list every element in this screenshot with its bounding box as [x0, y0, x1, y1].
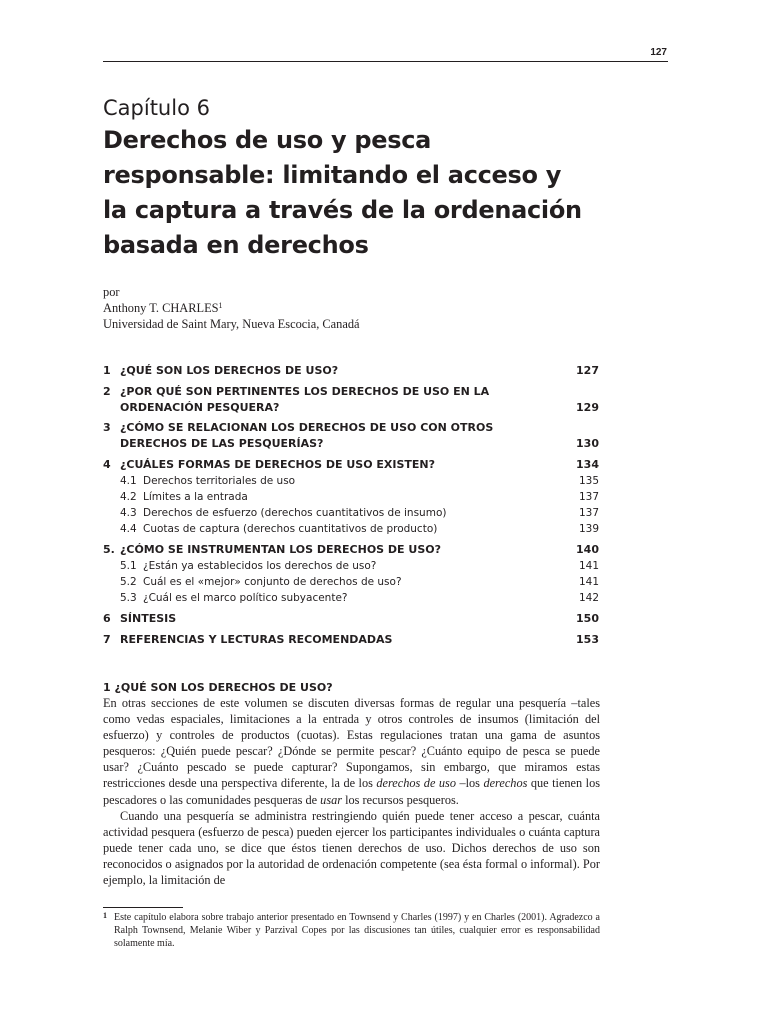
text-run: los recursos pesqueros. — [342, 792, 459, 807]
toc-number: 4.2 — [120, 491, 137, 503]
toc-page: 139 — [578, 523, 599, 535]
header-rule — [103, 61, 668, 62]
toc-subentry — [103, 590, 599, 606]
toc-title: REFERENCIAS Y LECTURAS RECOMENDADAS — [120, 633, 393, 646]
toc-number: 4.4 — [120, 523, 137, 535]
toc-number: 3 — [103, 421, 111, 434]
toc-page: 142 — [578, 592, 599, 604]
toc-title: ¿POR QUÉ SON PERTINENTES LOS DERECHOS DE USO EN LA ORDENACIÓN PESQUERA? — [120, 385, 490, 414]
toc-page: 153 — [576, 633, 599, 646]
toc-title: Derechos territoriales de uso — [143, 475, 296, 487]
toc-number: 5.1 — [120, 560, 137, 572]
chapter-title-line: Derechos de uso y pesca — [103, 126, 432, 154]
toc-entry — [103, 457, 599, 473]
paragraph — [103, 695, 600, 808]
toc-entry — [103, 363, 599, 379]
toc-entry — [103, 542, 599, 558]
toc-page: 137 — [578, 507, 599, 519]
emphasis: derechos de uso — [376, 776, 456, 791]
page-number: 127 — [650, 47, 667, 58]
text-run: –los — [455, 776, 484, 791]
toc-page: 135 — [578, 475, 599, 487]
table-of-contents — [103, 363, 599, 648]
author-name: Anthony T. CHARLES — [103, 301, 219, 315]
byline-por: por — [103, 285, 120, 299]
toc-page: 129 — [576, 401, 599, 414]
section-heading: 1 ¿QUÉ SON LOS DERECHOS DE USO? — [103, 681, 333, 694]
toc-subentry — [103, 574, 599, 590]
footnote — [103, 911, 600, 950]
toc-number: 7 — [103, 633, 111, 646]
toc-subentry — [103, 489, 599, 505]
toc-title: ¿Están ya establecidos los derechos de uso? — [143, 560, 377, 572]
toc-entry — [103, 632, 599, 648]
toc-title: ¿CÓMO SE RELACIONAN LOS DERECHOS DE USO CON OTROS DERECHOS DE LAS PESQUERÍAS? — [120, 421, 494, 450]
chapter-title — [103, 123, 643, 263]
footnote-ref: 1 — [218, 301, 223, 310]
author-line — [103, 300, 360, 316]
toc-number: 1 — [103, 364, 111, 377]
toc-number: 6 — [103, 612, 111, 625]
toc-title: ¿CUÁLES FORMAS DE DERECHOS DE USO EXISTEN? — [120, 458, 435, 471]
toc-title: SÍNTESIS — [120, 612, 177, 625]
toc-page: 127 — [576, 364, 599, 377]
toc-title: Límites a la entrada — [143, 491, 248, 503]
toc-page: 140 — [576, 543, 599, 556]
toc-page: 137 — [578, 491, 599, 503]
byline — [103, 284, 360, 332]
toc-number: 5. — [103, 543, 115, 556]
chapter-title-line: basada en derechos — [103, 231, 369, 259]
text-run: En otras secciones de este volumen se discuten diversas formas de regular una pesquería –tales como vedas espaciales, limitaciones a la entrada y otros controles de insumos (limitación del esfuerzo) y controles de productos (cuotas). Estas regulaciones tratan una gama de asuntos pesqueros: ¿Quién puede pescar? ¿Dónde se permite pescar? ¿Cuánto equipo de pesca se puede usar? ¿Cuánto pescado se puede capturar? Supongamos, sin embargo, que miramos estas restricciones desde una perspectiva diferente, la de los — [103, 696, 600, 791]
toc-page: 134 — [576, 458, 599, 471]
author-affiliation: Universidad de Saint Mary, Nueva Escocia, Canadá — [103, 317, 360, 331]
toc-subentry — [103, 473, 599, 489]
toc-number: 5.3 — [120, 592, 137, 604]
toc-subentry — [103, 521, 599, 537]
toc-title: Derechos de esfuerzo (derechos cuantitativos de insumo) — [143, 507, 447, 519]
toc-number: 4 — [103, 458, 111, 471]
toc-page: 150 — [576, 612, 599, 625]
toc-entry — [103, 420, 599, 452]
toc-title: ¿CÓMO SE INSTRUMENTAN LOS DERECHOS DE USO? — [120, 543, 441, 556]
toc-entry — [103, 611, 599, 627]
toc-entry — [103, 384, 599, 416]
footnote-rule — [103, 907, 183, 908]
toc-page: 141 — [578, 576, 599, 588]
chapter-label: Capítulo 6 — [103, 96, 210, 120]
text-run: que tienen los pescadores o las comunidades pesqueras de — [103, 776, 600, 807]
footnote-text: Este capítulo elabora sobre trabajo anterior presentado en Townsend y Charles (1997) y en Charles (2001). Agradezco a Ralph Townsend, Melanie Wiber y Parzival Copes por las discusiones tan útiles, cualquier error es responsabilidad solamente mía. — [114, 912, 600, 949]
toc-subentry — [103, 558, 599, 574]
emphasis: derechos — [483, 776, 528, 791]
toc-title: ¿QUÉ SON LOS DERECHOS DE USO? — [120, 364, 339, 377]
toc-title: ¿Cuál es el marco político subyacente? — [143, 592, 348, 604]
toc-number: 4.3 — [120, 507, 137, 519]
toc-title: Cuotas de captura (derechos cuantitativos de producto) — [143, 523, 438, 535]
paragraph: Cuando una pesquería se administra restringiendo quién puede tener acceso a pescar, cuánta actividad pesquera (esfuerzo de pesca) pueden ejercer los participantes individuales o cuánta captura puede tener cada uno, se dice que éstos tienen derechos de uso. Dichos derechos de uso son reconocidos o asignados por la autoridad de ordenación competente (sea ésta formal o informal). Por ejemplo, la limitación de — [103, 808, 600, 888]
toc-number: 2 — [103, 385, 111, 398]
toc-number: 5.2 — [120, 576, 137, 588]
toc-page: 130 — [576, 437, 599, 450]
emphasis: usar — [320, 792, 343, 807]
chapter-title-line: la captura a través de la ordenación — [103, 196, 582, 224]
body-text — [103, 695, 600, 888]
chapter-title-line: responsable: limitando el acceso y — [103, 161, 562, 189]
toc-subentry — [103, 505, 599, 521]
toc-title: Cuál es el «mejor» conjunto de derechos de uso? — [143, 576, 402, 588]
toc-number: 4.1 — [120, 475, 137, 487]
footnote-mark: 1 — [103, 911, 107, 920]
toc-page: 141 — [578, 560, 599, 572]
